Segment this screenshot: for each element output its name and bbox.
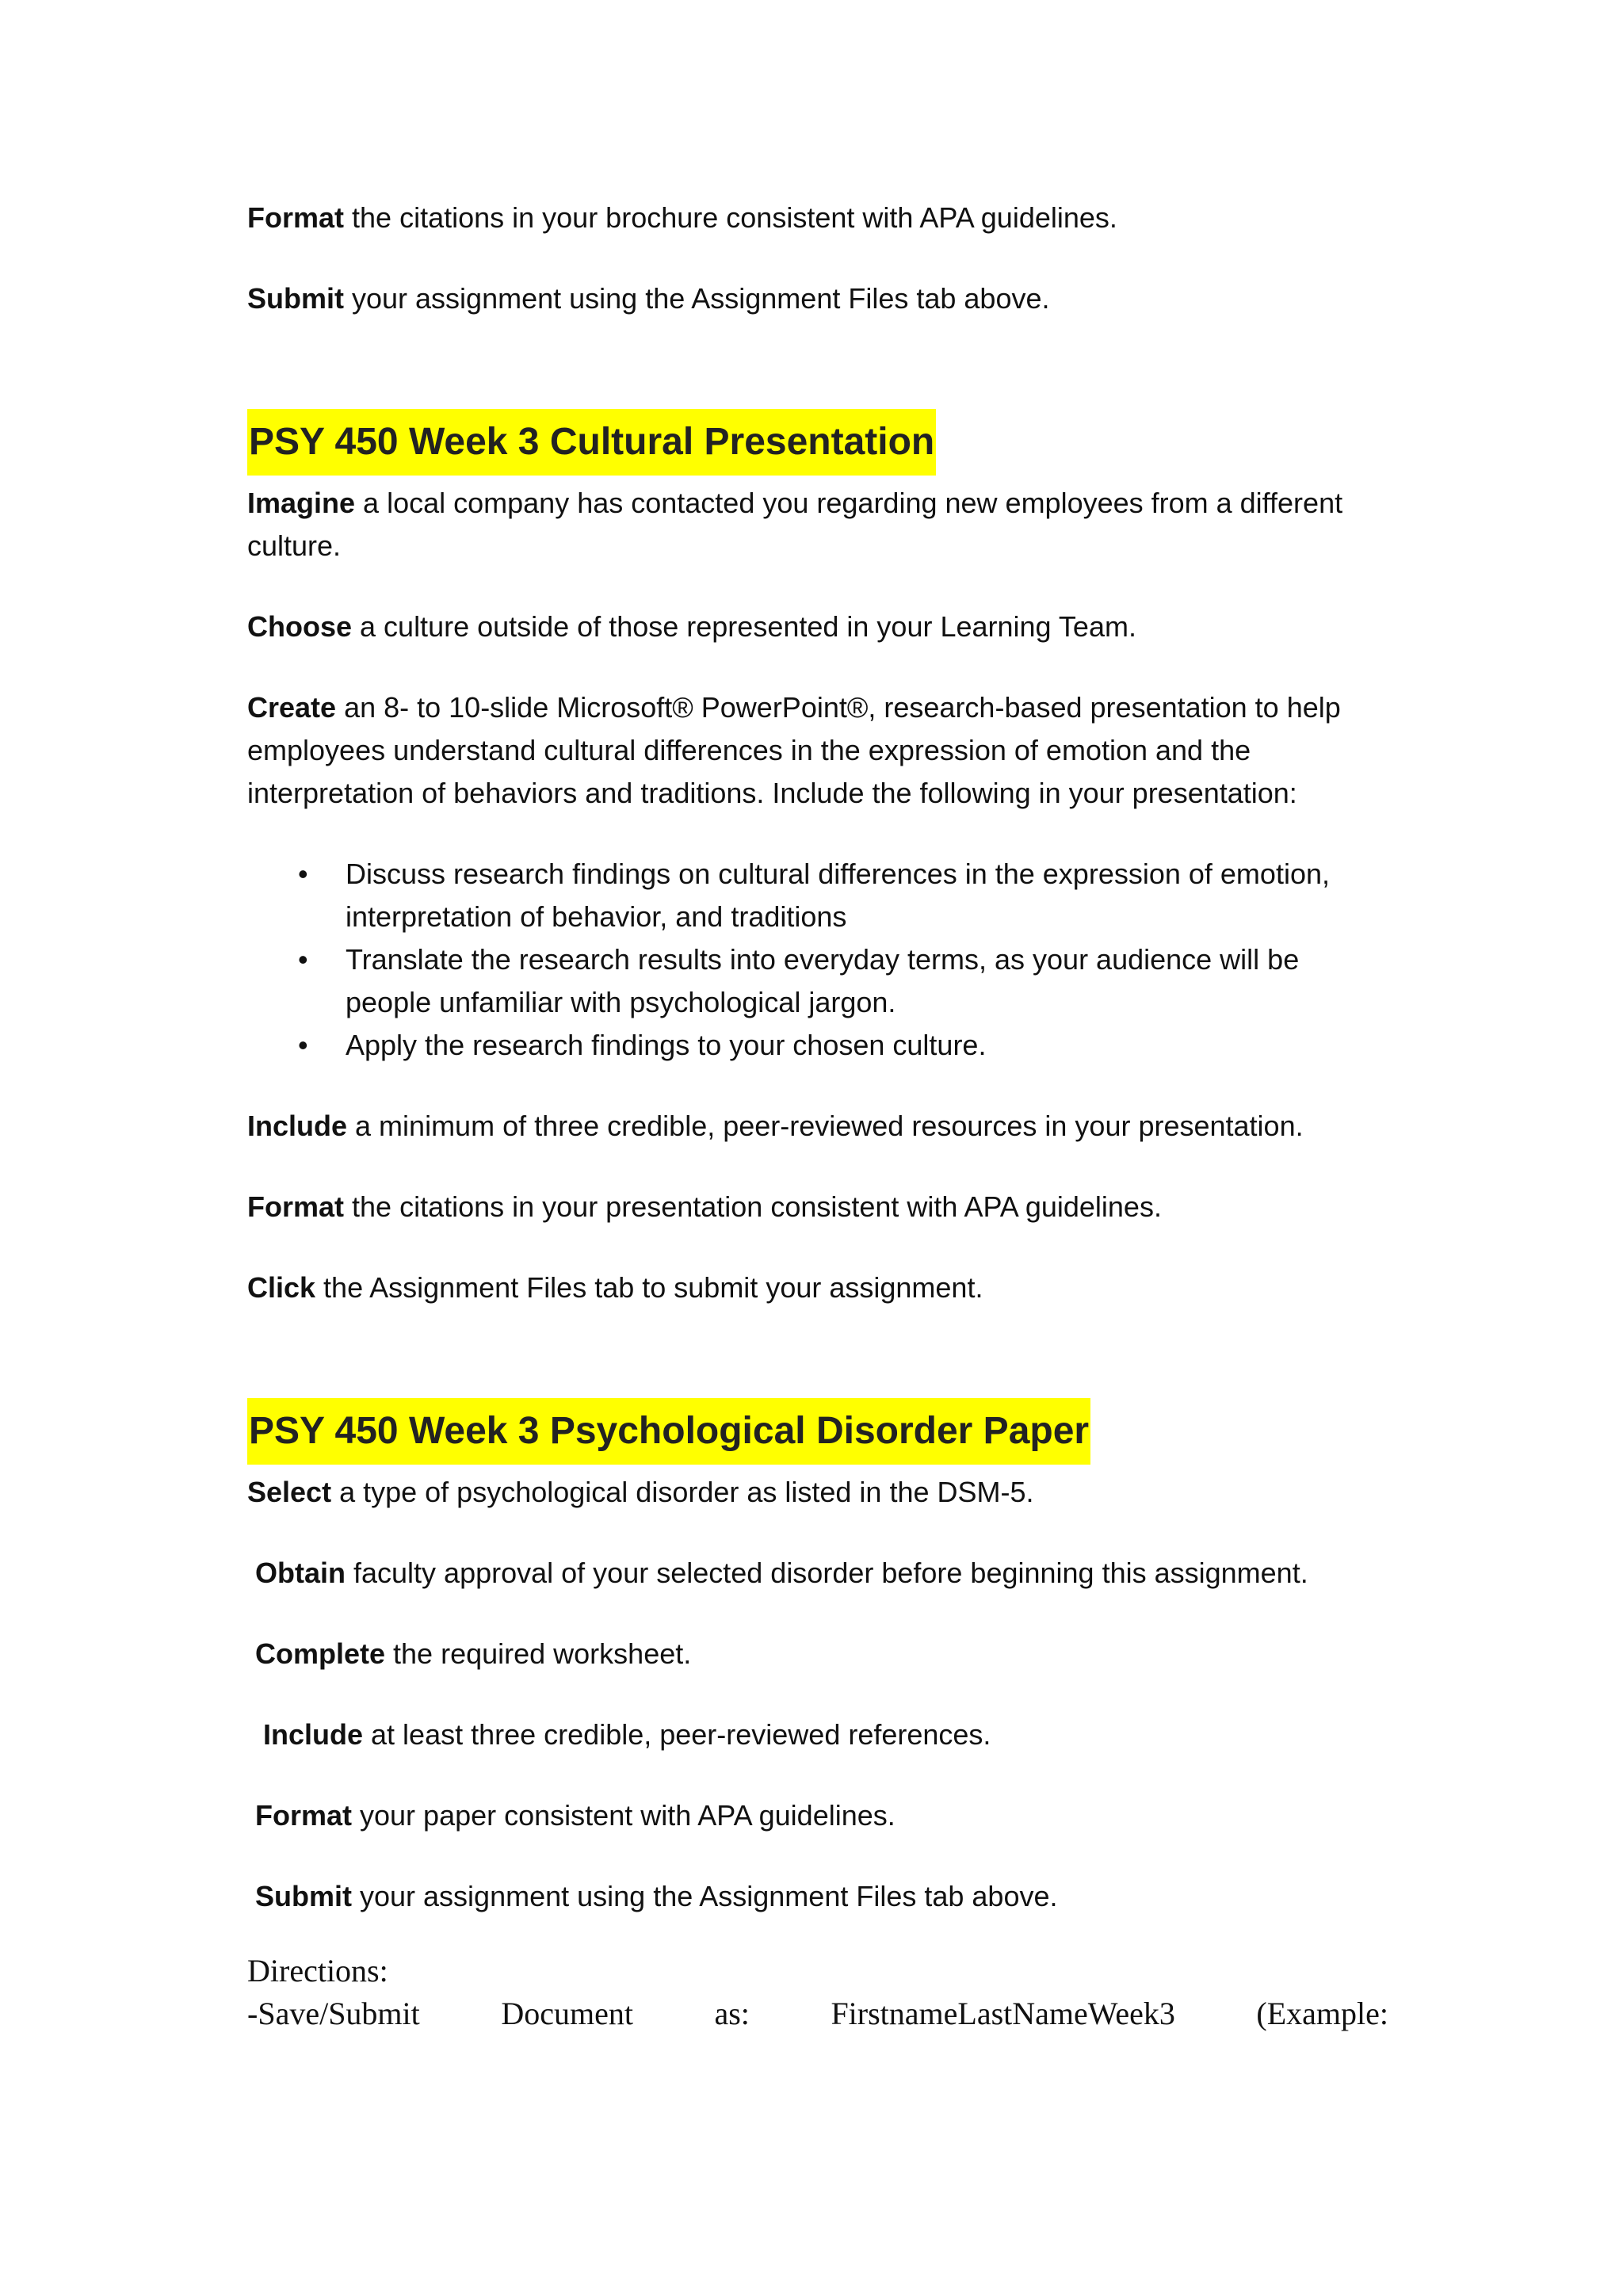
format-paragraph	[247, 1186, 1388, 1228]
document-page	[247, 197, 1388, 2035]
paragraph-text: a type of psychological disorder as listed in the DSM-5.	[331, 1476, 1034, 1508]
click-paragraph	[247, 1266, 1388, 1309]
bold-lead: Select	[247, 1476, 332, 1508]
paragraph-text: at least three credible, peer-reviewed references.	[363, 1718, 991, 1751]
paragraph-text: your assignment using the Assignment Files tab above.	[352, 1880, 1058, 1912]
bullet-icon: •	[298, 943, 308, 976]
bold-lead: Format	[255, 1799, 353, 1832]
intro-submit-paragraph	[247, 277, 1388, 320]
bold-lead: Imagine	[247, 487, 356, 519]
select-paragraph	[247, 1471, 1388, 1514]
paragraph-text: a local company has contacted you regarding new employees from a different culture.	[247, 487, 1343, 562]
bold-lead: Include	[263, 1718, 364, 1751]
paragraph-text: your assignment using the Assignment Files tab above.	[344, 282, 1050, 315]
directions-word: Document	[501, 1996, 633, 2031]
bold-lead: Submit	[255, 1880, 352, 1912]
create-paragraph	[247, 686, 1388, 815]
directions-block	[247, 1950, 1388, 2035]
include-references-paragraph	[247, 1713, 1388, 1756]
directions-line	[247, 1992, 1388, 2035]
paragraph-text: the citations in your brochure consistent with APA guidelines.	[344, 201, 1117, 234]
include-paragraph	[247, 1105, 1388, 1148]
list-item-text: Apply the research findings to your chosen culture.	[346, 1029, 987, 1061]
bold-lead: Create	[247, 691, 337, 724]
obtain-paragraph	[247, 1552, 1388, 1595]
paragraph-text: the Assignment Files tab to submit your assignment.	[315, 1271, 983, 1304]
bullet-icon: •	[298, 858, 308, 890]
directions-word: as:	[714, 1996, 750, 2031]
format-paper-paragraph	[247, 1794, 1388, 1837]
paragraph-text: your paper consistent with APA guidelines.	[352, 1799, 896, 1832]
directions-word: -Save/Submit	[247, 1996, 420, 2031]
imagine-paragraph	[247, 482, 1388, 567]
directions-label: Directions:	[247, 1953, 388, 1988]
section-spacer	[247, 358, 1388, 409]
list-item-text: Translate the research results into everyday terms, as your audience will be people unfamiliar with psychological jargon.	[346, 943, 1300, 1018]
list-item-text: Discuss research findings on cultural differences in the expression of emotion, interpretation of behavior, and traditions	[346, 858, 1330, 933]
bold-lead: Format	[247, 1190, 345, 1223]
bullet-icon: •	[298, 1029, 308, 1061]
bold-lead: Click	[247, 1271, 316, 1304]
list-item	[247, 853, 1388, 938]
directions-word: (Example:	[1256, 1996, 1388, 2031]
paragraph-text: a culture outside of those represented in your Learning Team.	[352, 610, 1136, 643]
paragraph-text: faculty approval of your selected disorder before beginning this assignment.	[346, 1557, 1308, 1589]
bold-lead: Format	[247, 201, 345, 234]
list-item	[247, 1024, 1388, 1067]
paragraph-text: the citations in your presentation consistent with APA guidelines.	[344, 1190, 1162, 1223]
complete-paragraph	[247, 1633, 1388, 1675]
paragraph-text: the required worksheet.	[385, 1637, 692, 1670]
paragraph-text: a minimum of three credible, peer-reviewed resources in your presentation.	[347, 1110, 1304, 1142]
choose-paragraph	[247, 606, 1388, 648]
list-item	[247, 938, 1388, 1024]
bold-lead: Include	[247, 1110, 348, 1142]
section-heading-cultural-presentation: PSY 450 Week 3 Cultural Presentation	[247, 409, 936, 476]
directions-word: FirstnameLastNameWeek3	[831, 1996, 1175, 2031]
section-spacer	[247, 1347, 1388, 1398]
bold-lead: Choose	[247, 610, 353, 643]
bold-lead: Obtain	[255, 1557, 346, 1589]
section-heading-psychological-disorder-paper: PSY 450 Week 3 Psychological Disorder Paper	[247, 1398, 1090, 1465]
intro-format-paragraph	[247, 197, 1388, 239]
bold-lead: Submit	[247, 282, 344, 315]
bold-lead: Complete	[255, 1637, 386, 1670]
paragraph-text: an 8- to 10-slide Microsoft® PowerPoint®, research-based presentation to help employees understand cultural differences in the expression of emotion and the interpretation of behaviors and traditions. Include the following in your presentation:	[247, 691, 1341, 809]
submit-paper-paragraph	[247, 1875, 1388, 1918]
presentation-requirements-list	[247, 853, 1388, 1067]
